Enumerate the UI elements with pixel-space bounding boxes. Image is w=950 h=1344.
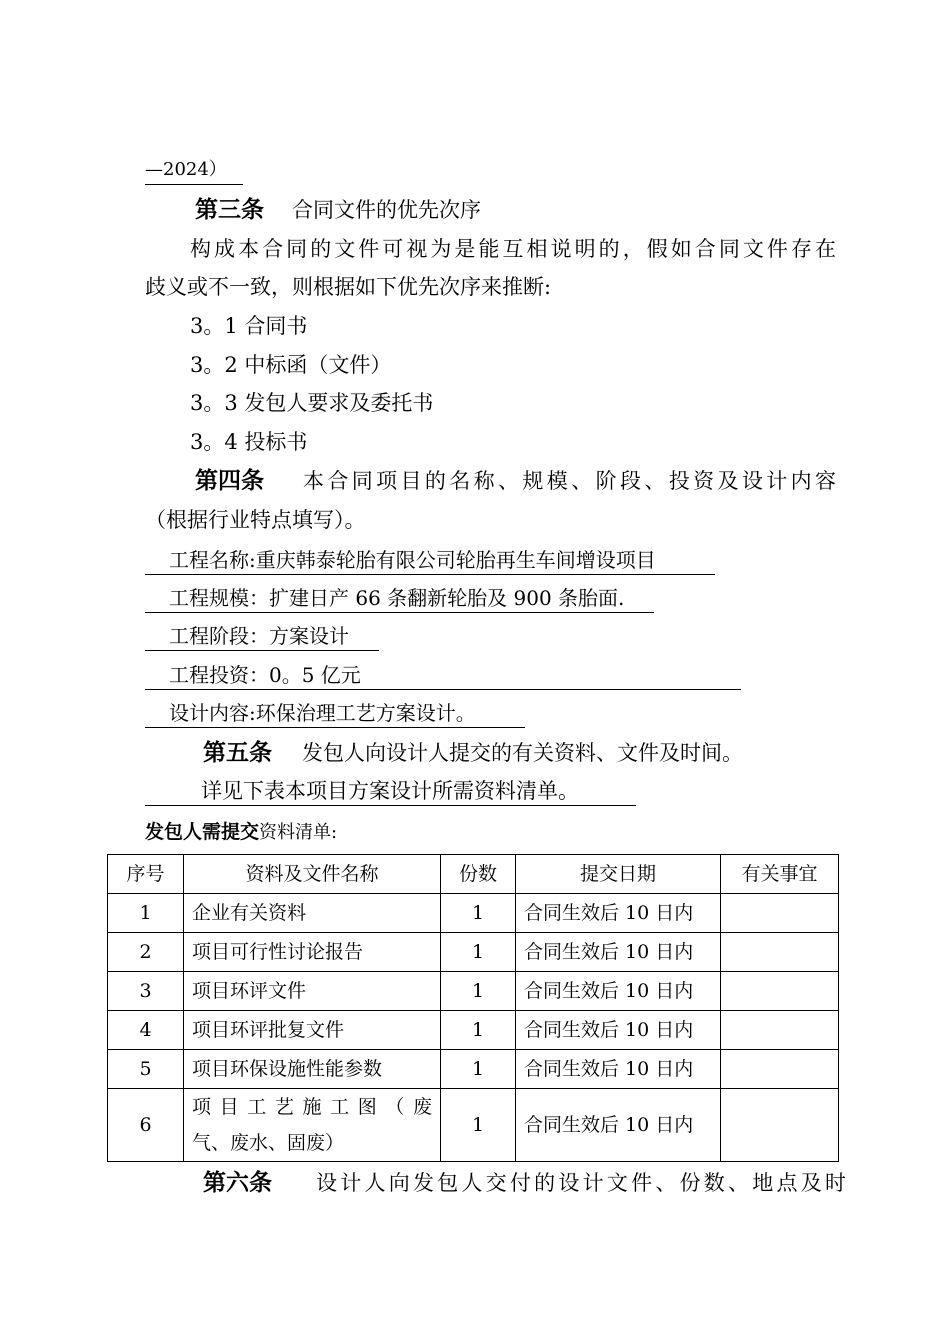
cell-no: 1 [108, 894, 184, 933]
cell-date: 合同生效后 10 日内 [516, 1089, 721, 1162]
cell-date: 合同生效后 10 日内 [516, 972, 721, 1011]
cell-count: 1 [441, 894, 516, 933]
cell-note [721, 972, 839, 1011]
table-row [108, 972, 839, 1011]
article-5 [203, 739, 743, 767]
continued-line: —2024） [145, 156, 243, 185]
article-4-text: 本合同项目的名称、规模、阶段、投资及设计内容 [303, 469, 836, 493]
article-5-line-2: 详见下表本项目方案设计所需资料清单。 [145, 777, 636, 806]
cell-count: 1 [441, 1050, 516, 1089]
cell-date: 合同生效后 10 日内 [516, 1050, 721, 1089]
project-content: 设计内容:环保治理工艺方案设计。 [145, 699, 525, 728]
list-title-normal: 资料清单: [259, 822, 338, 843]
cell-count: 1 [441, 972, 516, 1011]
article-4 [195, 467, 836, 495]
cell-no: 5 [108, 1050, 184, 1089]
cell-date: 合同生效后 10 日内 [516, 1011, 721, 1050]
table-row [108, 894, 839, 933]
table-row [108, 1050, 839, 1089]
table-row [108, 1011, 839, 1050]
cell-note [721, 933, 839, 972]
article-6 [203, 1169, 846, 1197]
header-note: 有关事宜 [721, 855, 839, 894]
cell-no: 2 [108, 933, 184, 972]
list-title [145, 817, 337, 847]
cell-name: 项目环保设施性能参数 [184, 1050, 441, 1089]
list-title-bold: 发包人需提交 [145, 821, 260, 843]
list-item: 3。2 中标函（文件） [190, 353, 392, 377]
cell-name-line-1: 项目工艺施工图（废 [192, 1096, 432, 1118]
article-4-title: 第四条 [195, 468, 264, 494]
paragraph-line-2: 歧义或不一致，则根据如下优先次序来推断: [145, 275, 552, 299]
article-5-text: 发包人向设计人提交的有关资料、文件及时间。 [302, 741, 743, 765]
header-count: 份数 [441, 855, 516, 894]
cell-count: 1 [441, 1089, 516, 1162]
cell-name: 项目环评文件 [184, 972, 441, 1011]
table-row [108, 933, 839, 972]
cell-no: 4 [108, 1011, 184, 1050]
cell-name-line-2: 气、废水、固废） [192, 1132, 345, 1154]
list-item: 3。3 发包人要求及委托书 [190, 391, 434, 415]
header-date: 提交日期 [516, 855, 721, 894]
table-row [108, 1089, 839, 1162]
cell-name [184, 1089, 441, 1162]
cell-name: 企业有关资料 [184, 894, 441, 933]
cell-no: 6 [108, 1089, 184, 1162]
header-no: 序号 [108, 855, 184, 894]
cell-name: 项目可行性讨论报告 [184, 933, 441, 972]
project-stage: 工程阶段：方案设计 [145, 622, 379, 651]
article-4-line-2: （根据行业特点填写）。 [145, 508, 366, 532]
article-5-title: 第五条 [203, 740, 272, 766]
cell-note [721, 894, 839, 933]
list-item: 3。4 投标书 [190, 430, 308, 454]
table-header-row [108, 855, 839, 894]
cell-name: 项目环评批复文件 [184, 1011, 441, 1050]
project-investment: 工程投资：0。5 亿元 [145, 661, 741, 690]
paragraph-line-1: 构成本合同的文件可视为是能互相说明的，假如合同文件存在 [190, 237, 836, 261]
cell-count: 1 [441, 1011, 516, 1050]
materials-table [107, 854, 839, 1162]
cell-note [721, 1050, 839, 1089]
cell-date: 合同生效后 10 日内 [516, 933, 721, 972]
article-3-title: 第三条 [195, 197, 264, 223]
header-name: 资料及文件名称 [184, 855, 441, 894]
cell-no: 3 [108, 972, 184, 1011]
article-6-text: 设计人向发包人交付的设计文件、份数、地点及时 [316, 1171, 846, 1195]
article-3-text: 合同文件的优先次序 [292, 198, 481, 222]
list-item: 3。1 合同书 [190, 314, 308, 338]
project-name: 工程名称:重庆韩泰轮胎有限公司轮胎再生车间增设项目 [145, 546, 715, 575]
cell-note [721, 1089, 839, 1162]
cell-count: 1 [441, 933, 516, 972]
project-scale: 工程规模：扩建日产 66 条翻新轮胎及 900 条胎面. [145, 584, 654, 613]
cell-note [721, 1011, 839, 1050]
article-6-title: 第六条 [203, 1170, 272, 1196]
cell-date: 合同生效后 10 日内 [516, 894, 721, 933]
article-3 [195, 196, 481, 224]
